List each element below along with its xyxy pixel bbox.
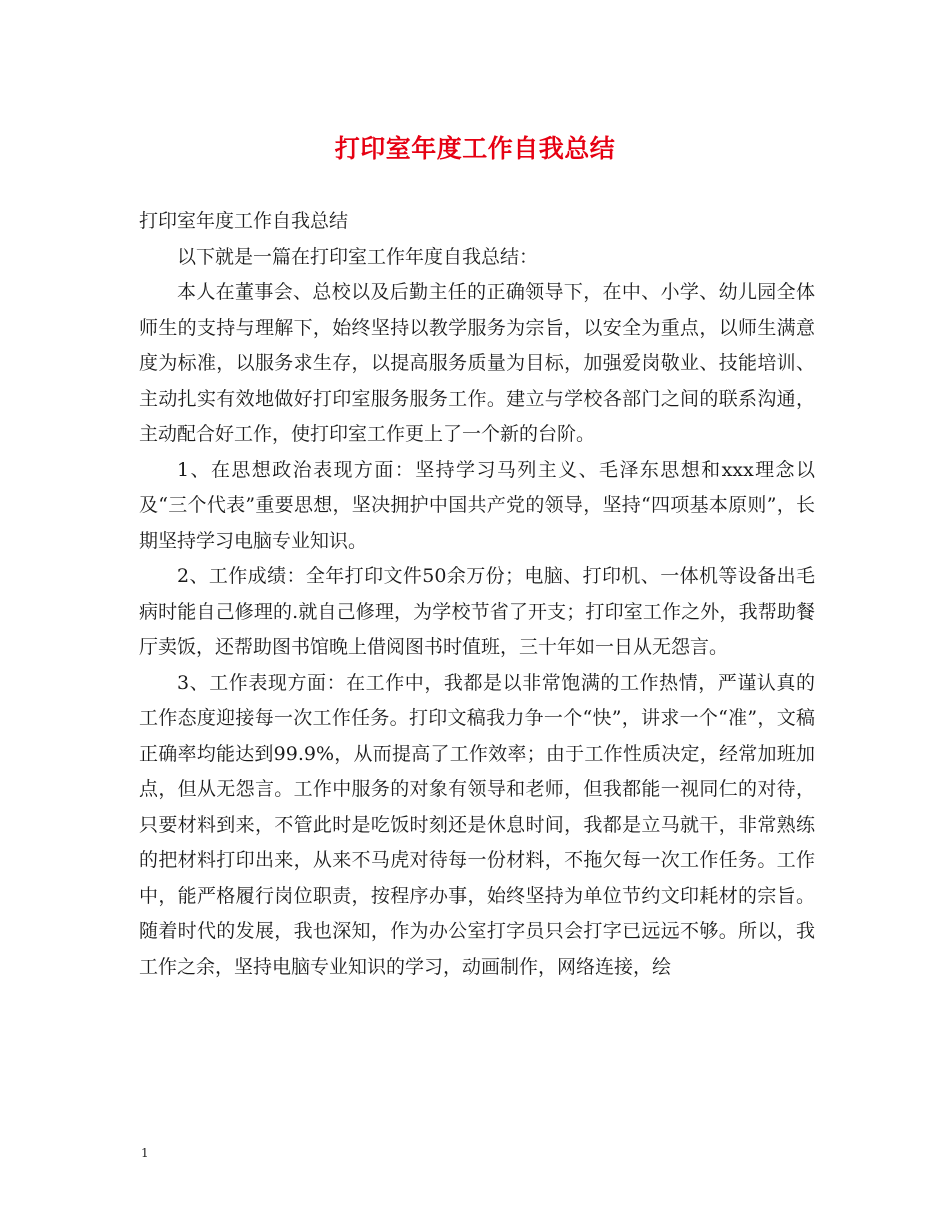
- paragraph-achievements: 2、工作成绩：全年打印文件50余万份；电脑、打印机、一体机等设备出毛病时能自己修理的.就自己修理，为学校节省了开支；打印室工作之外，我帮助餐厅卖饭，还帮助图书馆晚上借阅图书时值班，三十年如一日从无怨言。: [139, 565, 815, 658]
- document-body: [139, 204, 815, 985]
- document-title: 打印室年度工作自我总结: [334, 134, 616, 163]
- paragraph-heading: 打印室年度工作自我总结: [139, 210, 349, 232]
- page-number: 1: [141, 1146, 149, 1160]
- paragraph-intro: 以下就是一篇在打印室工作年度自我总结：: [177, 245, 539, 268]
- paragraph-political: 1、在思想政治表现方面：坚持学习马列主义、毛泽东思想和xxx理念以及“三个代表”重要思想，坚决拥护中国共产党的领导，坚持“四项基本原则”，长期坚持学习电脑专业知识。: [139, 458, 815, 552]
- paragraph-performance: 3、工作表现方面：在工作中，我都是以非常饱满的工作热情，严谨认真的工作态度迎接每一次工作任务。打印文稿我力争一个“快”，讲求一个“准”，文稿正确率均能达到99.9%，从而提高了工作效率；由于工作性质决定，经常加班加点，但从无怨言。工作中服务的对象有领导和老师，但我都能一视同仁的对待，只要材料到来，不管此时是吃饭时刻还是休息时间，我都是立马就干，非常熟练的把材料打印出来，从来不马虎对待每一份材料，不拖欠每一次工作任务。工作中，能严格履行岗位职责，按程序办事，始终坚持为单位节约文印耗材的宗旨。随着时代的发展，我也深知，作为办公室打字员只会打字已远远不够。所以，我工作之余，坚持电脑专业知识的学习，动画制作，网络连接，绘: [139, 671, 815, 978]
- paragraph-overview: 本人在董事会、总校以及后勤主任的正确领导下，在中、小学、幼儿园全体师生的支持与理解下，始终坚持以教学服务为宗旨，以安全为重点，以师生满意度为标准，以服务求生存，以提高服务质量为目标，加强爱岗敬业、技能培训、主动扎实有效地做好打印室服务服务工作。建立与学校各部门之间的联系沟通，主动配合好工作，使打印室工作更上了一个新的台阶。: [139, 281, 815, 445]
